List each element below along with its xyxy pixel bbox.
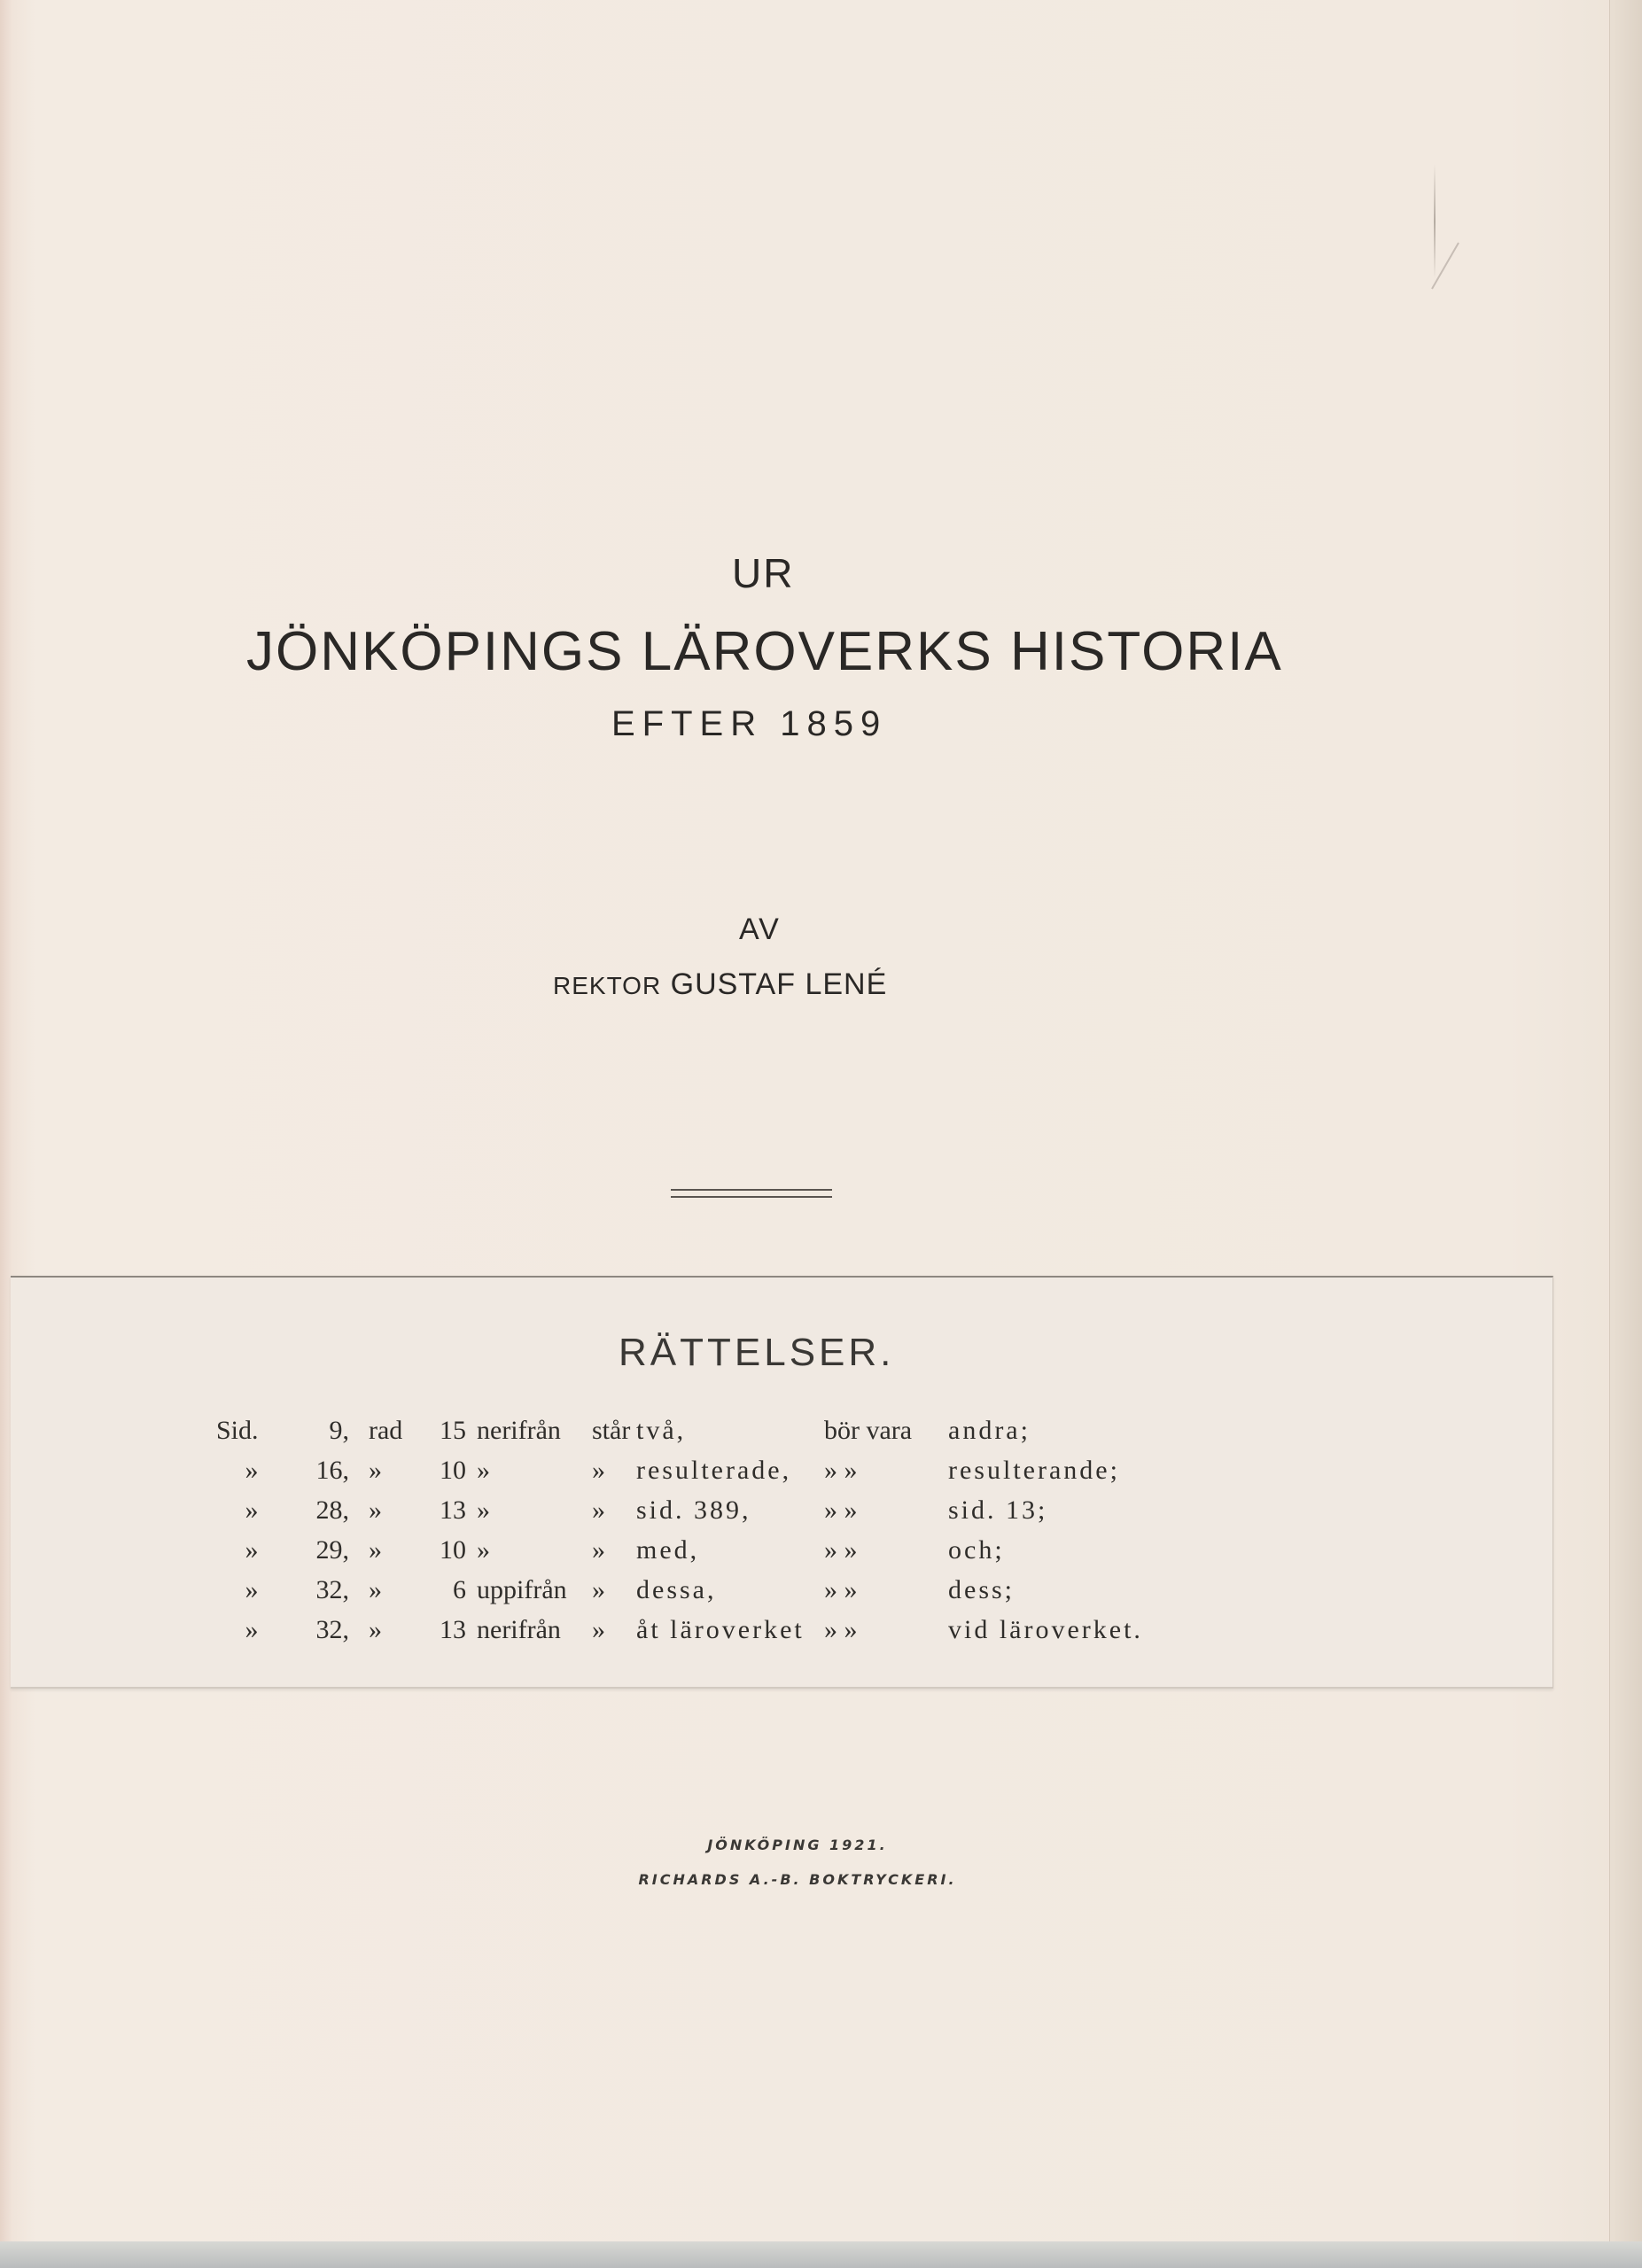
author-prefix: REKTOR [553, 972, 662, 999]
errata-cell-bor: » » [824, 1574, 858, 1604]
errata-row [216, 1610, 1179, 1650]
errata-cell-rad: » [369, 1534, 382, 1565]
errata-cell-star: står [592, 1415, 631, 1445]
errata-row [216, 1410, 1179, 1450]
errata-cell-wrong: åt läroverket [636, 1614, 805, 1644]
errata-cell-rad: » [369, 1614, 382, 1644]
main-title: JÖNKÖPINGS LÄROVERKS HISTORIA [246, 621, 1283, 682]
errata-cell-rad: rad [369, 1415, 403, 1445]
title-prefix: UR [732, 550, 795, 596]
errata-slip [11, 1276, 1553, 1689]
errata-cell-sid: » [245, 1455, 259, 1485]
page-edge-right [1609, 0, 1642, 2268]
errata-cell-dir: uppifrån [477, 1574, 567, 1604]
errata-cell-wrong: sid. 389, [636, 1495, 751, 1525]
errata-cell-right: resulterande; [948, 1455, 1120, 1485]
errata-cell-right: vid läroverket. [948, 1614, 1143, 1644]
errata-cell-bor: bör vara [824, 1415, 913, 1445]
double-rule-top [671, 1189, 832, 1191]
errata-cell-dir: nerifrån [477, 1614, 561, 1644]
errata-cell-right: andra; [948, 1415, 1031, 1445]
errata-cell-page: 32, [315, 1614, 349, 1644]
errata-cell-rad: » [369, 1495, 382, 1525]
errata-cell-row: 13 [440, 1495, 466, 1525]
errata-cell-star: » [592, 1534, 605, 1565]
errata-cell-star: » [592, 1574, 605, 1604]
errata-cell-wrong: två, [636, 1415, 687, 1445]
errata-cell-rad: » [369, 1455, 382, 1485]
errata-cell-page: 16, [315, 1455, 349, 1485]
errata-cell-page: 29, [315, 1534, 349, 1565]
errata-cell-bor: » » [824, 1455, 858, 1485]
errata-cell-dir: » [477, 1495, 490, 1525]
imprint-place-year: JÖNKÖPING 1921. [707, 1837, 888, 1853]
double-rule-bottom [671, 1196, 832, 1198]
errata-cell-sid: Sid. [216, 1415, 259, 1445]
errata-heading: RÄTTELSER. [619, 1331, 895, 1374]
author [553, 967, 887, 1002]
subtitle: EFTER 1859 [611, 704, 888, 743]
errata-cell-row: 13 [440, 1614, 466, 1644]
errata-cell-sid: » [245, 1534, 259, 1565]
errata-cell-row: 6 [453, 1574, 466, 1604]
errata-cell-dir: nerifrån [477, 1415, 561, 1445]
errata-cell-right: sid. 13; [948, 1495, 1048, 1525]
errata-row [216, 1530, 1179, 1570]
errata-cell-sid: » [245, 1574, 259, 1604]
errata-cell-rad: » [369, 1574, 382, 1604]
errata-cell-wrong: resulterade, [636, 1455, 792, 1485]
imprint-printer: RICHARDS A.-B. BOKTRYCKERI. [638, 1871, 957, 1888]
errata-cell-right: och; [948, 1534, 1005, 1565]
errata-cell-row: 10 [440, 1534, 466, 1565]
errata-cell-page: 32, [315, 1574, 349, 1604]
errata-cell-wrong: dessa, [636, 1574, 717, 1604]
errata-cell-page: 28, [315, 1495, 349, 1525]
errata-cell-bor: » » [824, 1614, 858, 1644]
errata-cell-star: » [592, 1614, 605, 1644]
errata-cell-bor: » » [824, 1534, 858, 1565]
errata-cell-sid: » [245, 1495, 259, 1525]
errata-cell-row: 15 [440, 1415, 466, 1445]
errata-cell-star: » [592, 1455, 605, 1485]
errata-cell-wrong: med, [636, 1534, 700, 1565]
errata-cell-sid: » [245, 1614, 259, 1644]
pencil-mark [1434, 164, 1436, 279]
errata-row [216, 1490, 1179, 1530]
errata-cell-star: » [592, 1495, 605, 1525]
errata-cell-dir: » [477, 1534, 490, 1565]
errata-cell-bor: » » [824, 1495, 858, 1525]
errata-row [216, 1570, 1179, 1610]
errata-cell-page: 9, [329, 1415, 349, 1445]
errata-table [216, 1410, 1179, 1650]
errata-cell-row: 10 [440, 1455, 466, 1485]
errata-cell-right: dess; [948, 1574, 1015, 1604]
errata-row [216, 1450, 1179, 1490]
errata-cell-dir: » [477, 1455, 490, 1485]
by-line: AV [739, 913, 781, 946]
page-edge-bottom [0, 2241, 1642, 2268]
author-name: GUSTAF LENÉ [670, 967, 888, 1001]
